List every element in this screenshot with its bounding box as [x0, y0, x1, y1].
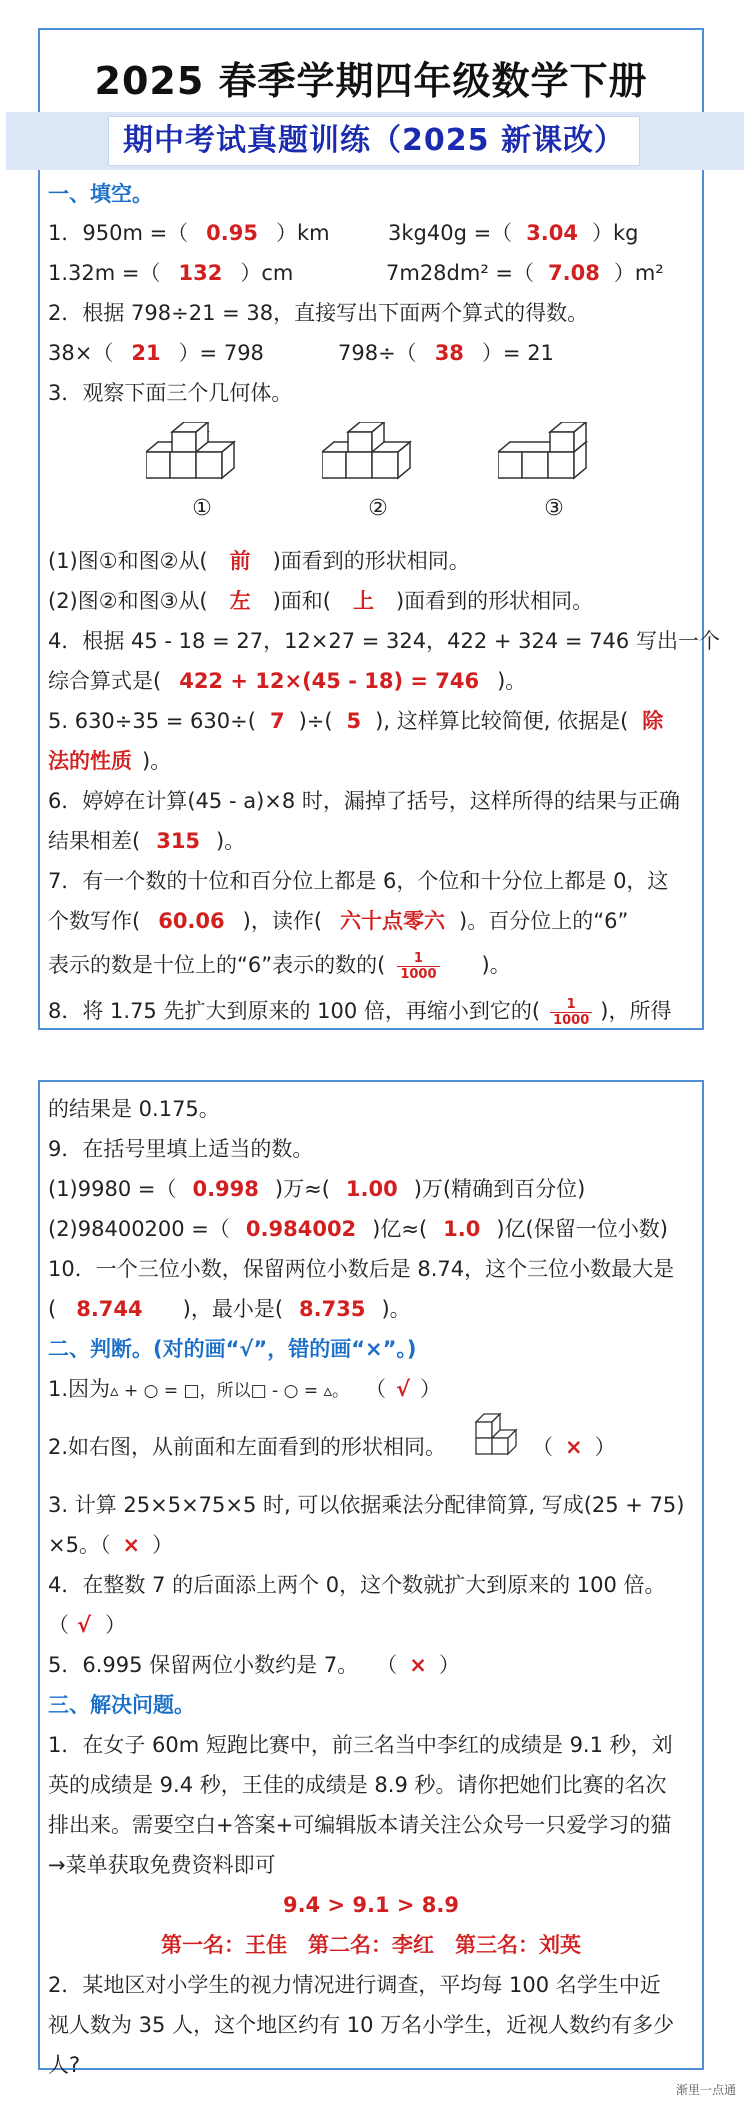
q3p2-answer-2: 上: [352, 589, 374, 613]
q10-line-1: 10．一个三位小数，保留两位小数后是 8.74，这个三位小数最大是: [48, 1257, 675, 1281]
q1a-unit: ）km: [276, 221, 330, 245]
q7-line-3: [48, 950, 696, 982]
q4-rest: )。: [497, 669, 527, 693]
section-1-heading: 一、填空。: [48, 182, 153, 206]
cube-stack-icon: [472, 1410, 528, 1462]
judge-4-line-1: 4．在整数 7 的后面添上两个 0，这个数就扩大到原来的 100 倍。: [48, 1573, 666, 1597]
q2a-answer: 21: [131, 341, 161, 365]
q2-row: [48, 338, 696, 368]
q5-basis: ), 这样算比较简便, 依据是(: [375, 709, 629, 733]
judge2-text: 2.如右图，从前面和左面看到的形状相同。: [48, 1435, 447, 1459]
q2b-answer: 38: [434, 341, 464, 365]
q10-mid: )，最小是(: [182, 1297, 284, 1321]
judge3-answer: ×: [122, 1533, 141, 1557]
q4-line-2: [48, 666, 696, 696]
q9p2-rest: )亿(保留一位小数): [496, 1217, 668, 1241]
q7-answer-1: 60.06: [158, 909, 225, 933]
judge5-text: 5．6.995 保留两位小数约是 7。: [48, 1653, 359, 1677]
q2a-text: 38×（: [48, 341, 114, 365]
q7-text: 个数写作(: [48, 909, 141, 933]
q5-rest: )。: [142, 749, 172, 773]
q7-frac-den: 1000: [400, 966, 437, 982]
q9p2-text: (2)98400200 =（: [48, 1217, 230, 1241]
q1d-text: 7m28dm² =（: [386, 261, 535, 285]
q6-answer: 315: [156, 829, 201, 853]
q3p1-answer: 前: [229, 549, 251, 573]
q1b-unit: ）kg: [592, 221, 639, 245]
q8-answer-fraction: [550, 997, 592, 1028]
q3-text: 3．观察下面三个几何体。: [48, 381, 293, 405]
judge4-open: （: [48, 1613, 69, 1637]
q6-line-2: [48, 826, 696, 856]
problem-1-answer-2: 第一名：王佳 第二名：李红 第三名：刘英: [161, 1933, 581, 1957]
q5-line-2: [48, 746, 696, 776]
figure-label-1: ①: [192, 496, 212, 521]
q7-rest: )。百分位上的“6”: [459, 909, 629, 933]
q9p2-answer-1: 0.984002: [245, 1217, 357, 1241]
judge5-close: ）: [438, 1653, 460, 1677]
q9p1-answer-2: 1.00: [345, 1177, 398, 1201]
problem-2-line-2: 视人数为 35 人，这个地区约有 10 万名小学生，近视人数约有多少: [48, 2013, 675, 2037]
q7-line-1: 7．有一个数的十位和百分位上都是 6，个位和十分位上都是 0，这: [48, 869, 669, 893]
judge5-answer: ×: [409, 1653, 427, 1677]
q4-answer: 422 + 12×(45 - 18) = 746: [179, 669, 480, 693]
q5-mid: )÷(: [298, 709, 333, 733]
problem-1-line-4: →菜单获取免费资料即可: [48, 1853, 276, 1877]
q3-part-1: [48, 546, 696, 576]
q9-part-1: [48, 1174, 696, 1204]
q3p2-rest: )面看到的形状相同。: [395, 589, 594, 613]
q10-answer-2: 8.735: [299, 1297, 366, 1321]
judge4-answer: √: [77, 1613, 92, 1637]
q5-answer-2: 5: [346, 709, 362, 733]
q10-answer-1: 8.744: [76, 1297, 143, 1321]
q1a-answer: 0.95: [206, 221, 258, 245]
problem-2-line-1: 2．某地区对小学生的视力情况进行调查，平均每 100 名学生中近: [48, 1973, 661, 1997]
q8-line-1: [48, 996, 696, 1028]
q3p1-rest: )面看到的形状相同。: [272, 549, 470, 573]
q7-frac-num: 1: [397, 951, 439, 967]
q1-row-2: [48, 258, 696, 288]
judge-4-line-2: [48, 1610, 696, 1640]
judge-3-line-1: 3. 计算 25×5×75×5 时, 可以依据乘法分配律简算, 写成(25 + 75): [48, 1493, 685, 1517]
judge1-symbols: ▵ + ○ = □，所以□ - ○ = ▵。: [110, 1381, 350, 1401]
q9p1-answer-1: 0.998: [192, 1177, 259, 1201]
q6-text: 结果相差(: [48, 829, 141, 853]
q3p2-mid: )面和(: [272, 589, 331, 613]
q3p1-text: (1)图①和图②从(: [48, 549, 208, 573]
q8-frac-num: 1: [550, 997, 592, 1013]
q5-text: 5. 630÷35 = 630÷(: [48, 709, 256, 733]
q2-text: 2．根据 798÷21 = 38，直接写出下面两个算式的得数。: [48, 301, 589, 325]
watermark: 渐里一点通: [675, 2083, 736, 2097]
q8-rest: )，所得: [600, 999, 672, 1023]
q8-frac-den: 1000: [553, 1012, 590, 1028]
judge3-text: ×5。（: [48, 1533, 111, 1557]
q8-line-2: 的结果是 0.175。: [48, 1097, 220, 1121]
q9-part-2: [48, 1214, 696, 1244]
problem-2-line-3: 人?: [48, 2053, 81, 2077]
q10-rest: )。: [381, 1297, 411, 1321]
q5-answer-1: 7: [269, 709, 285, 733]
page-card-1: [38, 28, 720, 1030]
q1b-text: 3kg40g =（: [388, 221, 513, 245]
judge2-close: ）: [594, 1435, 616, 1459]
page-card-2: [38, 1080, 704, 2077]
figure-label-3: ③: [544, 496, 564, 521]
q7-answer-fraction: [397, 951, 439, 982]
judge-3-line-2: [48, 1530, 696, 1560]
problem-1-line-3: 排出来。需要空白+答案+可编辑版本请关注公众号一只爱学习的猫: [48, 1813, 672, 1837]
q8-text: 8．将 1.75 先扩大到原来的 100 倍，再缩小到它的(: [48, 999, 541, 1023]
judge4-close: ）: [105, 1613, 127, 1637]
solid-figure-2-icon: [322, 422, 432, 492]
q9p1-rest: )万(精确到百分位): [413, 1177, 586, 1201]
q9p1-text: (1)9980 =（: [48, 1177, 177, 1201]
q9p2-mid: )亿≈(: [372, 1217, 428, 1241]
q3p2-text: (2)图②和图③从(: [48, 589, 208, 613]
judge2-open: （: [532, 1435, 554, 1459]
q2b-text: 798÷（: [338, 341, 417, 365]
judge-5: [48, 1650, 696, 1680]
solid-figure-3-icon: [498, 422, 608, 492]
q1b-answer: 3.04: [526, 221, 579, 245]
judge1-answer: √: [396, 1377, 411, 1401]
judge-1: [48, 1374, 696, 1406]
problem-1-line-2: 英的成绩是 9.4 秒，王佳的成绩是 8.9 秒。请你把她们比赛的名次: [48, 1773, 667, 1797]
q10-line-2: [48, 1294, 696, 1324]
q9p2-answer-2: 1.0: [443, 1217, 481, 1241]
q7-read-text: )，读作(: [242, 909, 323, 933]
q4-line-1: 4．根据 45 - 18 = 27，12×27 = 324，422 + 324 = 746 写出一个: [48, 629, 720, 653]
judge1-open: （: [365, 1377, 387, 1401]
q1c-answer: 132: [178, 261, 223, 285]
q1c-text: 1.32m =（: [48, 261, 161, 285]
judge3-close: ）: [152, 1533, 174, 1557]
q5-answer-3b: 法的性质: [48, 749, 132, 773]
judge-2: [48, 1432, 696, 1462]
q2b-rest: ）= 21: [481, 341, 554, 365]
q10-open: (: [48, 1297, 57, 1321]
q9-text: 9．在括号里填上适当的数。: [48, 1137, 314, 1161]
q1d-unit: ）m²: [613, 261, 664, 285]
q7-line-2: [48, 906, 696, 936]
page-title: 2025 春季学期四年级数学下册: [94, 59, 648, 103]
q9p1-mid: )万≈(: [274, 1177, 330, 1201]
solid-figure-1-icon: [146, 422, 256, 492]
judge1-close: ）: [420, 1377, 442, 1401]
q6-line-1: 6．婷婷在计算(45 - a)×8 时，漏掉了括号，这样所得的结果与正确: [48, 789, 680, 813]
subtitle: 期中考试真题训练（2025 新课改）: [108, 116, 640, 166]
q7-answer-2: 六十点零六: [340, 909, 446, 933]
q1c-unit: ）cm: [240, 261, 294, 285]
q2a-rest: ）= 798: [178, 341, 264, 365]
section-3-heading: 三、解决问题。: [48, 1693, 195, 1717]
q3-part-2: [48, 586, 696, 616]
q5-answer-3a: 除: [642, 709, 664, 733]
q1a-text: 1．950m =（: [48, 221, 189, 245]
problem-1-line-1: 1．在女子 60m 短跑比赛中，前三名当中李红的成绩是 9.1 秒，刘: [48, 1733, 673, 1757]
q6-rest: )。: [216, 829, 246, 853]
q4-text: 综合算式是(: [48, 669, 162, 693]
section-2-heading: 二、判断。(对的画“√”，错的画“×”。): [48, 1337, 417, 1361]
q1d-answer: 7.08: [548, 261, 600, 285]
q1-row-1: [48, 218, 696, 248]
judge2-answer: ×: [565, 1435, 583, 1459]
judge1-text: 1.因为: [48, 1377, 111, 1401]
figure-label-2: ②: [368, 496, 388, 521]
q7-line3-text: 表示的数是十位上的“6”表示的数的(: [48, 953, 386, 977]
judge5-open: （: [376, 1653, 398, 1677]
problem-1-answer-1: 9.4 > 9.1 > 8.9: [282, 1893, 460, 1917]
q7-line3-rest: )。: [481, 953, 511, 977]
q5-line-1: [48, 706, 696, 736]
q3p2-answer-1: 左: [229, 589, 251, 613]
